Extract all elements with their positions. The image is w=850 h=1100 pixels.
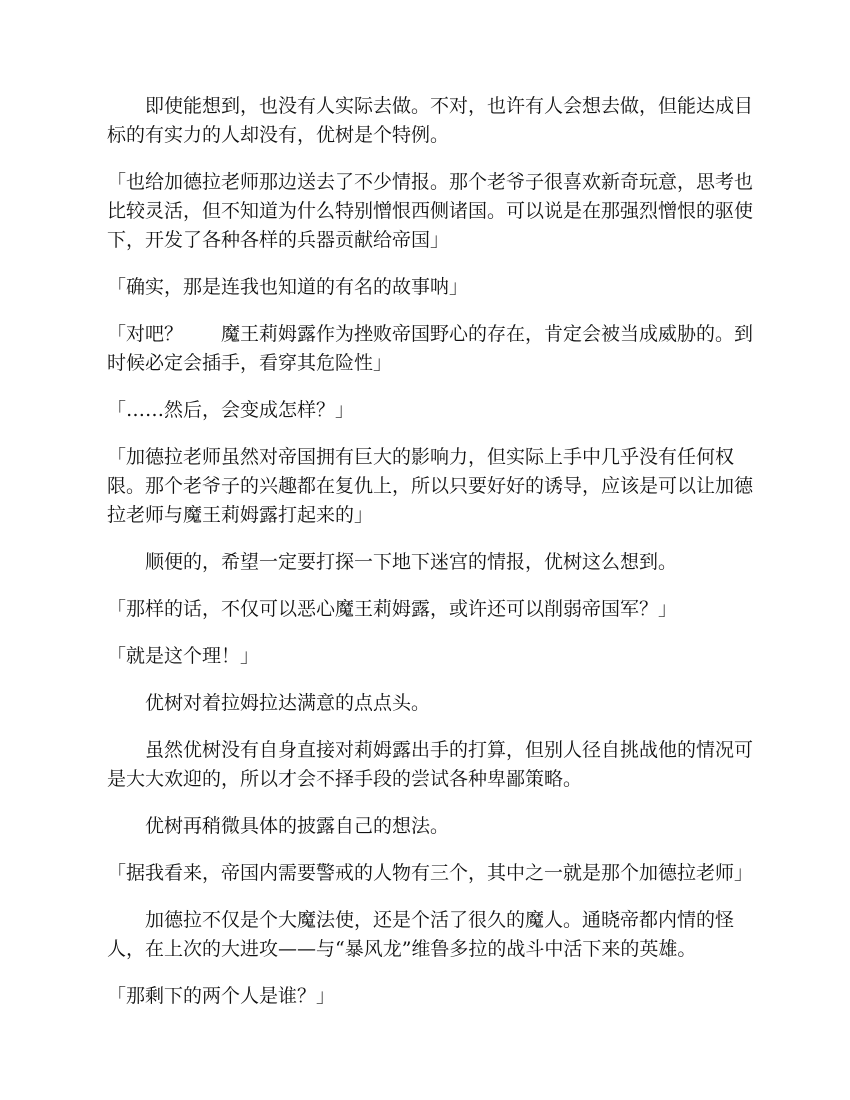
paragraph: 「对吧？ 魔王莉姆露作为挫败帝国野心的存在，肯定会被当成威胁的。到时候必定会插手，看穿其危险性」	[107, 323, 754, 374]
paragraph: 「就是这个理！」	[107, 645, 260, 667]
paragraph: 优树对着拉姆拉达满意的点点头。	[145, 692, 431, 714]
paragraph: 「据我看来，帝国内需要警戒的人物有三个，其中之一就是那个加德拉老师」	[107, 862, 754, 884]
paragraph: 加德拉不仅是个大魔法使，还是个活了很久的魔人。通晓帝都内情的怪人，在上次的大进攻——与“暴风龙”维鲁多拉的战斗中活下来的英雄。	[107, 909, 735, 960]
paragraph: 顺便的，希望一定要打探一下地下迷宫的情报，优树这么想到。	[145, 551, 678, 573]
paragraph: 「那剩下的两个人是谁？」	[107, 985, 336, 1007]
paragraph: 「确实，那是连我也知道的有名的故事呐」	[107, 276, 469, 298]
paragraph: 即使能想到，也没有人实际去做。不对，也许有人会想去做，但能达成目标的有实力的人却没有，优树是个特例。	[107, 95, 754, 146]
document-page	[107, 92, 757, 1029]
paragraph: 「……然后，会变成怎样？」	[107, 399, 355, 421]
paragraph: 优树再稍微具体的披露自己的想法。	[145, 815, 450, 837]
paragraph: 「那样的话，不仅可以恶心魔王莉姆露，或许还可以削弱帝国军？」	[107, 598, 678, 620]
paragraph: 「也给加德拉老师那边送去了不少情报。那个老爷子很喜欢新奇玩意，思考也比较灵活，但不知道为什么特别憎恨西侧诸国。可以说是在那强烈憎恨的驱使下，开发了各种各样的兵器贡献给帝国」	[107, 171, 754, 251]
paragraph: 虽然优树没有自身直接对莉姆露出手的打算，但别人径自挑战他的情况可是大大欢迎的，所以才会不择手段的尝试各种卑鄙策略。	[107, 739, 754, 790]
paragraph: 「加德拉老师虽然对帝国拥有巨大的影响力，但实际上手中几乎没有任何权限。那个老爷子的兴趣都在复仇上，所以只要好好的诱导，应该是可以让加德拉老师与魔王莉姆露打起来的」	[107, 446, 754, 526]
